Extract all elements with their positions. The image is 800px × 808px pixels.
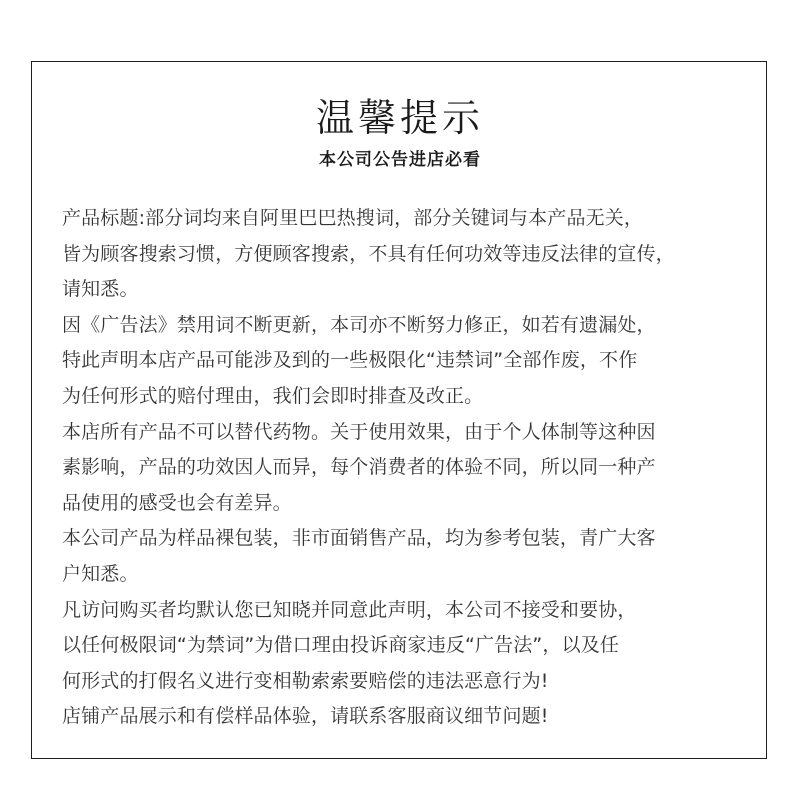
notice-title: 温馨提示 [315,96,484,140]
notice-line: 以任何极限词“为禁词”为借口理由投诉商家违反“广告法”，以及任 [62,634,620,657]
notice-line: 为任何形式的赔付理由，我们会即时排查及改正。 [62,384,484,407]
notice-line: 品使用的感受也会有差异。 [62,491,292,514]
notice-line: 素影响，产品的功效因人而异，每个消费者的体验不同，所以同一种产 [62,456,656,479]
notice-line: 凡访问购买者均默认您已知晓并同意此声明，本公司不接受和要协， [62,598,637,621]
notice-line: 请知悉。 [62,278,139,301]
notice-line: 因《广告法》禁用词不断更新，本司亦不断努力修正，如若有遗漏处， [62,313,656,336]
notice-line: 本店所有产品不可以替代药物。关于使用效果，由于个人体制等这种因 [62,420,656,443]
notice-line: 产品标题:部分词均来自阿里巴巴热搜词，部分关键词与本产品无关， [62,207,644,229]
notice-body [62,201,752,735]
notice-line: 本公司产品为样品裸包装，非市面销售产品，均为参考包装，青广大客 [62,527,656,550]
notice-subtitle: 本公司公告进店必看 [319,150,481,170]
notice-line: 特此声明本店产品可能涉及到的一些极限化“违禁词”全部作废，不作 [62,349,638,372]
notice-line: 户知悉。 [62,562,139,585]
notice-line: 店铺产品展示和有偿样品体验，请联系客服商议细节问题! [62,705,549,728]
notice-line: 何形式的打假名义进行变相勒索索要赔偿的违法恶意行为! [62,669,549,692]
notice-line: 皆为顾客搜索习惯，方便顾客搜索，不具有任何功效等违反法律的宣传， [62,242,675,265]
